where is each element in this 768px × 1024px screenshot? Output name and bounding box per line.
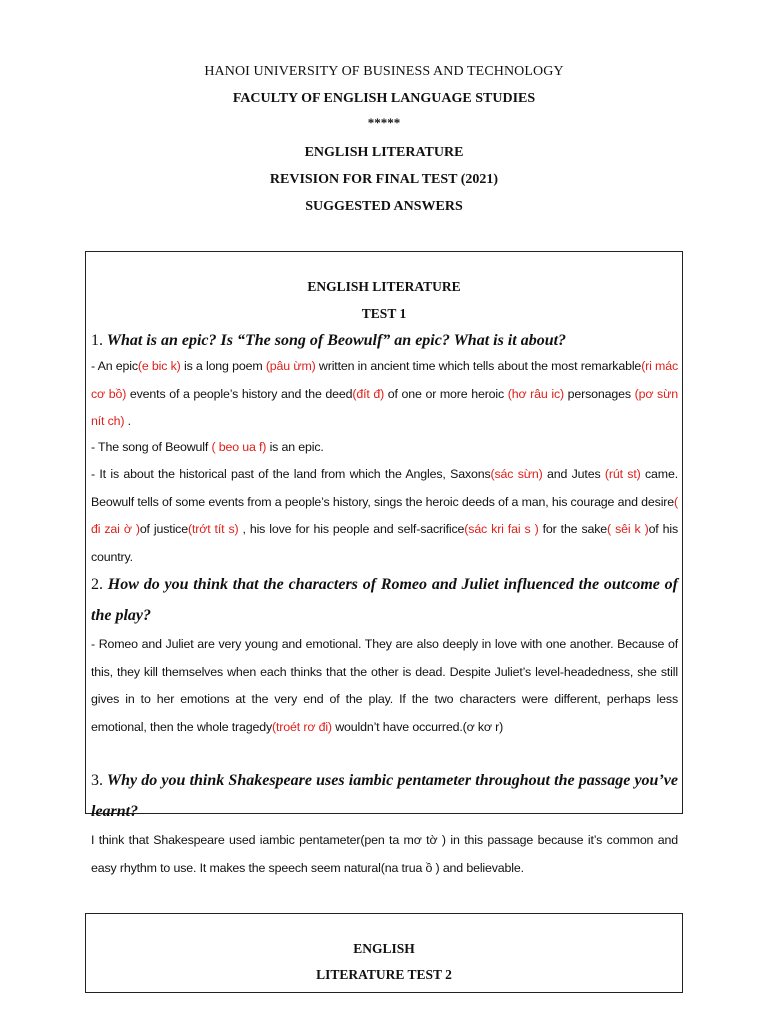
pronunciation-note: (pâu ừm) — [265, 359, 316, 373]
answer-text: of one or more heroic — [384, 386, 508, 401]
answer-1-paragraph-2 — [91, 434, 678, 462]
pronunciation-note: (troét rơ đi) — [272, 719, 332, 734]
pronunciation-note: (pơ sừn nít ch) — [91, 386, 678, 428]
pronunciation-note: (đít đ) — [352, 386, 385, 401]
university-name: HANOI UNIVERSITY OF BUSINESS AND TECHNOLOGY — [204, 64, 564, 79]
answer-2 — [91, 631, 678, 741]
answer-1-paragraph-3 — [91, 461, 678, 571]
separator-stars: ***** — [367, 115, 401, 130]
answer-text: - It is about the historical past of the land from which the Angles, Saxons — [91, 467, 491, 481]
question-3-text: Why do you think Shakespeare uses iambic pentameter throughout the passage you’ve learnt? — [91, 772, 678, 820]
question-2 — [91, 569, 678, 631]
test2-course-title: ENGLISH — [353, 941, 415, 956]
answer-3: I think that Shakespeare used iambic pentameter(pen ta mơ tờ ) in this passage because it’s common and easy rhythm to use. It makes the speech seem natural(na trua ồ ) and believable. — [91, 833, 678, 875]
answer-text: and Jutes — [542, 467, 605, 481]
question-3 — [91, 765, 678, 827]
pronunciation-note: (trớt tít s) — [187, 522, 239, 536]
question-1-number: 1. — [91, 332, 103, 349]
answer-text: of his country. — [91, 522, 679, 564]
answer-text: written in ancient time which tells about the most remarkable — [315, 359, 642, 373]
answer-text: came. Beowulf tells of some events from a people’s history, sings the heroic deeds of a man, his courage and desire — [91, 467, 678, 509]
course-title: ENGLISH LITERATURE — [304, 145, 464, 160]
question-1-text: What is an epic? Is “The song of Beowulf” an epic? What is it about? — [106, 332, 567, 349]
question-2-number: 2. — [91, 576, 103, 593]
pronunciation-note: ( đi zai ờ ) — [91, 494, 678, 536]
answer-text: is a long poem — [180, 359, 266, 373]
answer-text: for the sake — [538, 522, 608, 536]
test2-title: LITERATURE TEST 2 — [316, 967, 452, 982]
pronunciation-note: (hơ râu ic) — [507, 386, 564, 401]
pronunciation-note: (rút st) — [604, 467, 641, 481]
test1-course-title: ENGLISH LITERATURE — [307, 279, 461, 294]
answer-text: of justice — [139, 522, 188, 536]
pronunciation-note: (e bic k) — [137, 359, 181, 373]
question-1 — [91, 325, 678, 356]
answer-text: is an epic. — [266, 440, 324, 454]
question-2-text: How do you think that the characters of Romeo and Juliet influenced the outcome of the play? — [91, 576, 678, 624]
revision-title: REVISION FOR FINAL TEST (2021) — [269, 172, 499, 187]
test1-title: TEST 1 — [361, 306, 407, 321]
pronunciation-note: (sác kri fai s ) — [464, 522, 539, 536]
suggested-answers-title: SUGGESTED ANSWERS — [305, 199, 463, 214]
answer-text: , his love for his people and self-sacrifice — [238, 522, 465, 536]
pronunciation-note: (ri mác cơ bồ) — [91, 359, 679, 401]
answer-text: - The song of Beowulf — [91, 440, 212, 454]
pronunciation-note: (sác sừn) — [490, 467, 543, 481]
pronunciation-note: ( beo ua f) — [211, 440, 267, 454]
answer-text: - An epic — [91, 359, 138, 373]
question-3-number: 3. — [91, 772, 103, 789]
answer-text: - Romeo and Juliet are very young and emotional. They are also deeply in love with one another. Because of this, they kill themselves when each thinks that the other is dead. Despite Juliet’s level-headedness, she still gives in to her emotions at the very end of the play. If the two characters were different, perhaps less emotional, then the whole tragedy — [91, 637, 678, 734]
pronunciation-note: ( sêi k ) — [607, 522, 649, 536]
answer-text: events of a people’s history and the deed — [126, 386, 353, 401]
answer-1-paragraph-1 — [91, 353, 678, 436]
answer-text: . — [124, 414, 131, 428]
answer-text: wouldn’t have occurred.(ơ kơ r) — [331, 719, 504, 734]
faculty-name: FACULTY OF ENGLISH LANGUAGE STUDIES — [232, 91, 536, 106]
answer-text: personages — [563, 386, 635, 401]
